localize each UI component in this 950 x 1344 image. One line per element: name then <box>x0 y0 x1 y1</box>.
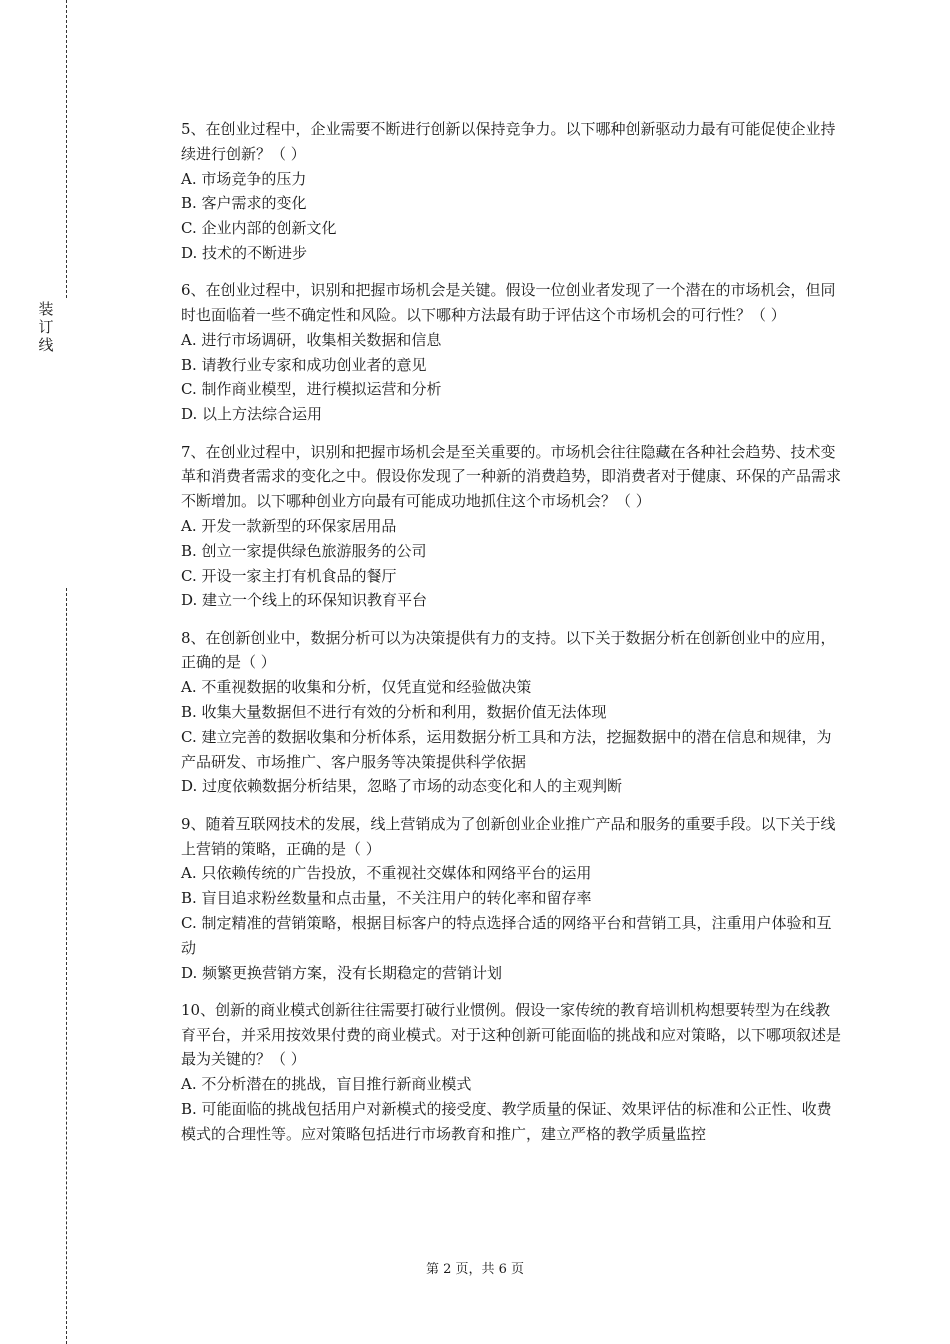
question-8 <box>181 626 841 800</box>
option-c: C. 开设一家主打有机食品的餐厅 <box>181 566 397 585</box>
option-b: B. 请教行业专家和成功创业者的意见 <box>181 355 427 374</box>
binding-label: 装订线 <box>38 300 54 354</box>
option-b: B. 盲目追求粉丝数量和点击量，不关注用户的转化率和留存率 <box>181 889 592 908</box>
option-b: B. 客户需求的变化 <box>181 194 307 213</box>
question-9 <box>181 812 841 986</box>
option-a: A. 不重视数据的收集和分析，仅凭直觉和经验做决策 <box>181 678 532 697</box>
option-d: D. 频繁更换营销方案，没有长期稳定的营销计划 <box>181 963 503 982</box>
option-d: D. 过度依赖数据分析结果，忽略了市场的动态变化和人的主观判断 <box>181 777 623 796</box>
option-a: A. 只依赖传统的广告投放，不重视社交媒体和网络平台的运用 <box>181 864 592 883</box>
option-c: C. 制定精准的营销策略，根据目标客户的特点选择合适的网络平台和营销工具，注重用户体验和互动 <box>181 913 832 957</box>
question-10 <box>181 998 841 1147</box>
question-7 <box>181 440 841 614</box>
question-stem: 8、在创新创业中，数据分析可以为决策提供有力的支持。以下关于数据分析在创新创业中的应用，正确的是（ ） <box>181 628 836 672</box>
question-6 <box>181 278 841 427</box>
page-number: 第 2 页，共 6 页 <box>425 1262 525 1277</box>
binding-line-top <box>66 0 67 298</box>
question-stem: 7、在创业过程中，识别和把握市场机会是至关重要的。市场机会往往隐藏在各种社会趋势、技术变革和消费者需求的变化之中。假设你发现了一种新的消费趋势，即消费者对于健康、环保的产品需求不断增加。以下哪种创业方向最有可能成功地抓住这个市场机会？（ ） <box>181 442 842 511</box>
option-b: B. 收集大量数据但不进行有效的分析和利用，数据价值无法体现 <box>181 703 607 722</box>
option-a: A. 开发一款新型的环保家居用品 <box>181 516 397 535</box>
option-d: D. 以上方法综合运用 <box>181 405 323 424</box>
option-a: A. 不分析潜在的挑战，盲目推行新商业模式 <box>181 1075 472 1094</box>
option-c: C. 制作商业模型，进行模拟运营和分析 <box>181 380 442 399</box>
question-5 <box>181 117 841 266</box>
option-c: C. 建立完善的数据收集和分析体系，运用数据分析工具和方法，挖掘数据中的潜在信息和规律，为产品研发、市场推广、客户服务等决策提供科学依据 <box>181 727 832 771</box>
option-b: B. 创立一家提供绿色旅游服务的公司 <box>181 541 427 560</box>
option-a: A. 市场竞争的压力 <box>181 169 307 188</box>
option-b: B. 可能面临的挑战包括用户对新模式的接受度、教学质量的保证、效果评估的标准和公正性、收费模式的合理性等。应对策略包括进行市场教育和推广，建立严格的教学质量监控 <box>181 1099 832 1143</box>
question-stem: 5、在创业过程中，企业需要不断进行创新以保持竞争力。以下哪种创新驱动力最有可能促使企业持续进行创新？（ ） <box>181 120 836 163</box>
binding-line-bottom <box>66 588 67 1344</box>
question-list <box>181 117 841 1159</box>
question-stem: 6、在创业过程中，识别和把握市场机会是关键。假设一位创业者发现了一个潜在的市场机会，但同时也面临着一些不确定性和风险。以下哪种方法最有助于评估这个市场机会的可行性？（ ） <box>181 281 836 325</box>
option-d: D. 建立一个线上的环保知识教育平台 <box>181 591 428 610</box>
option-a: A. 进行市场调研，收集相关数据和信息 <box>181 330 442 349</box>
option-c: C. 企业内部的创新文化 <box>181 219 337 238</box>
question-stem: 9、随着互联网技术的发展，线上营销成为了创新创业企业推广产品和服务的重要手段。以下关于线上营销的策略，正确的是（ ） <box>181 814 836 858</box>
question-stem: 10、创新的商业模式创新往往需要打破行业惯例。假设一家传统的教育培训机构想要转型为在线教育平台，并采用按效果付费的商业模式。对于这种创新可能面临的挑战和应对策略，以下哪项叙述是最为关键的？（ ） <box>181 1000 842 1069</box>
option-d: D. 技术的不断进步 <box>181 243 308 262</box>
